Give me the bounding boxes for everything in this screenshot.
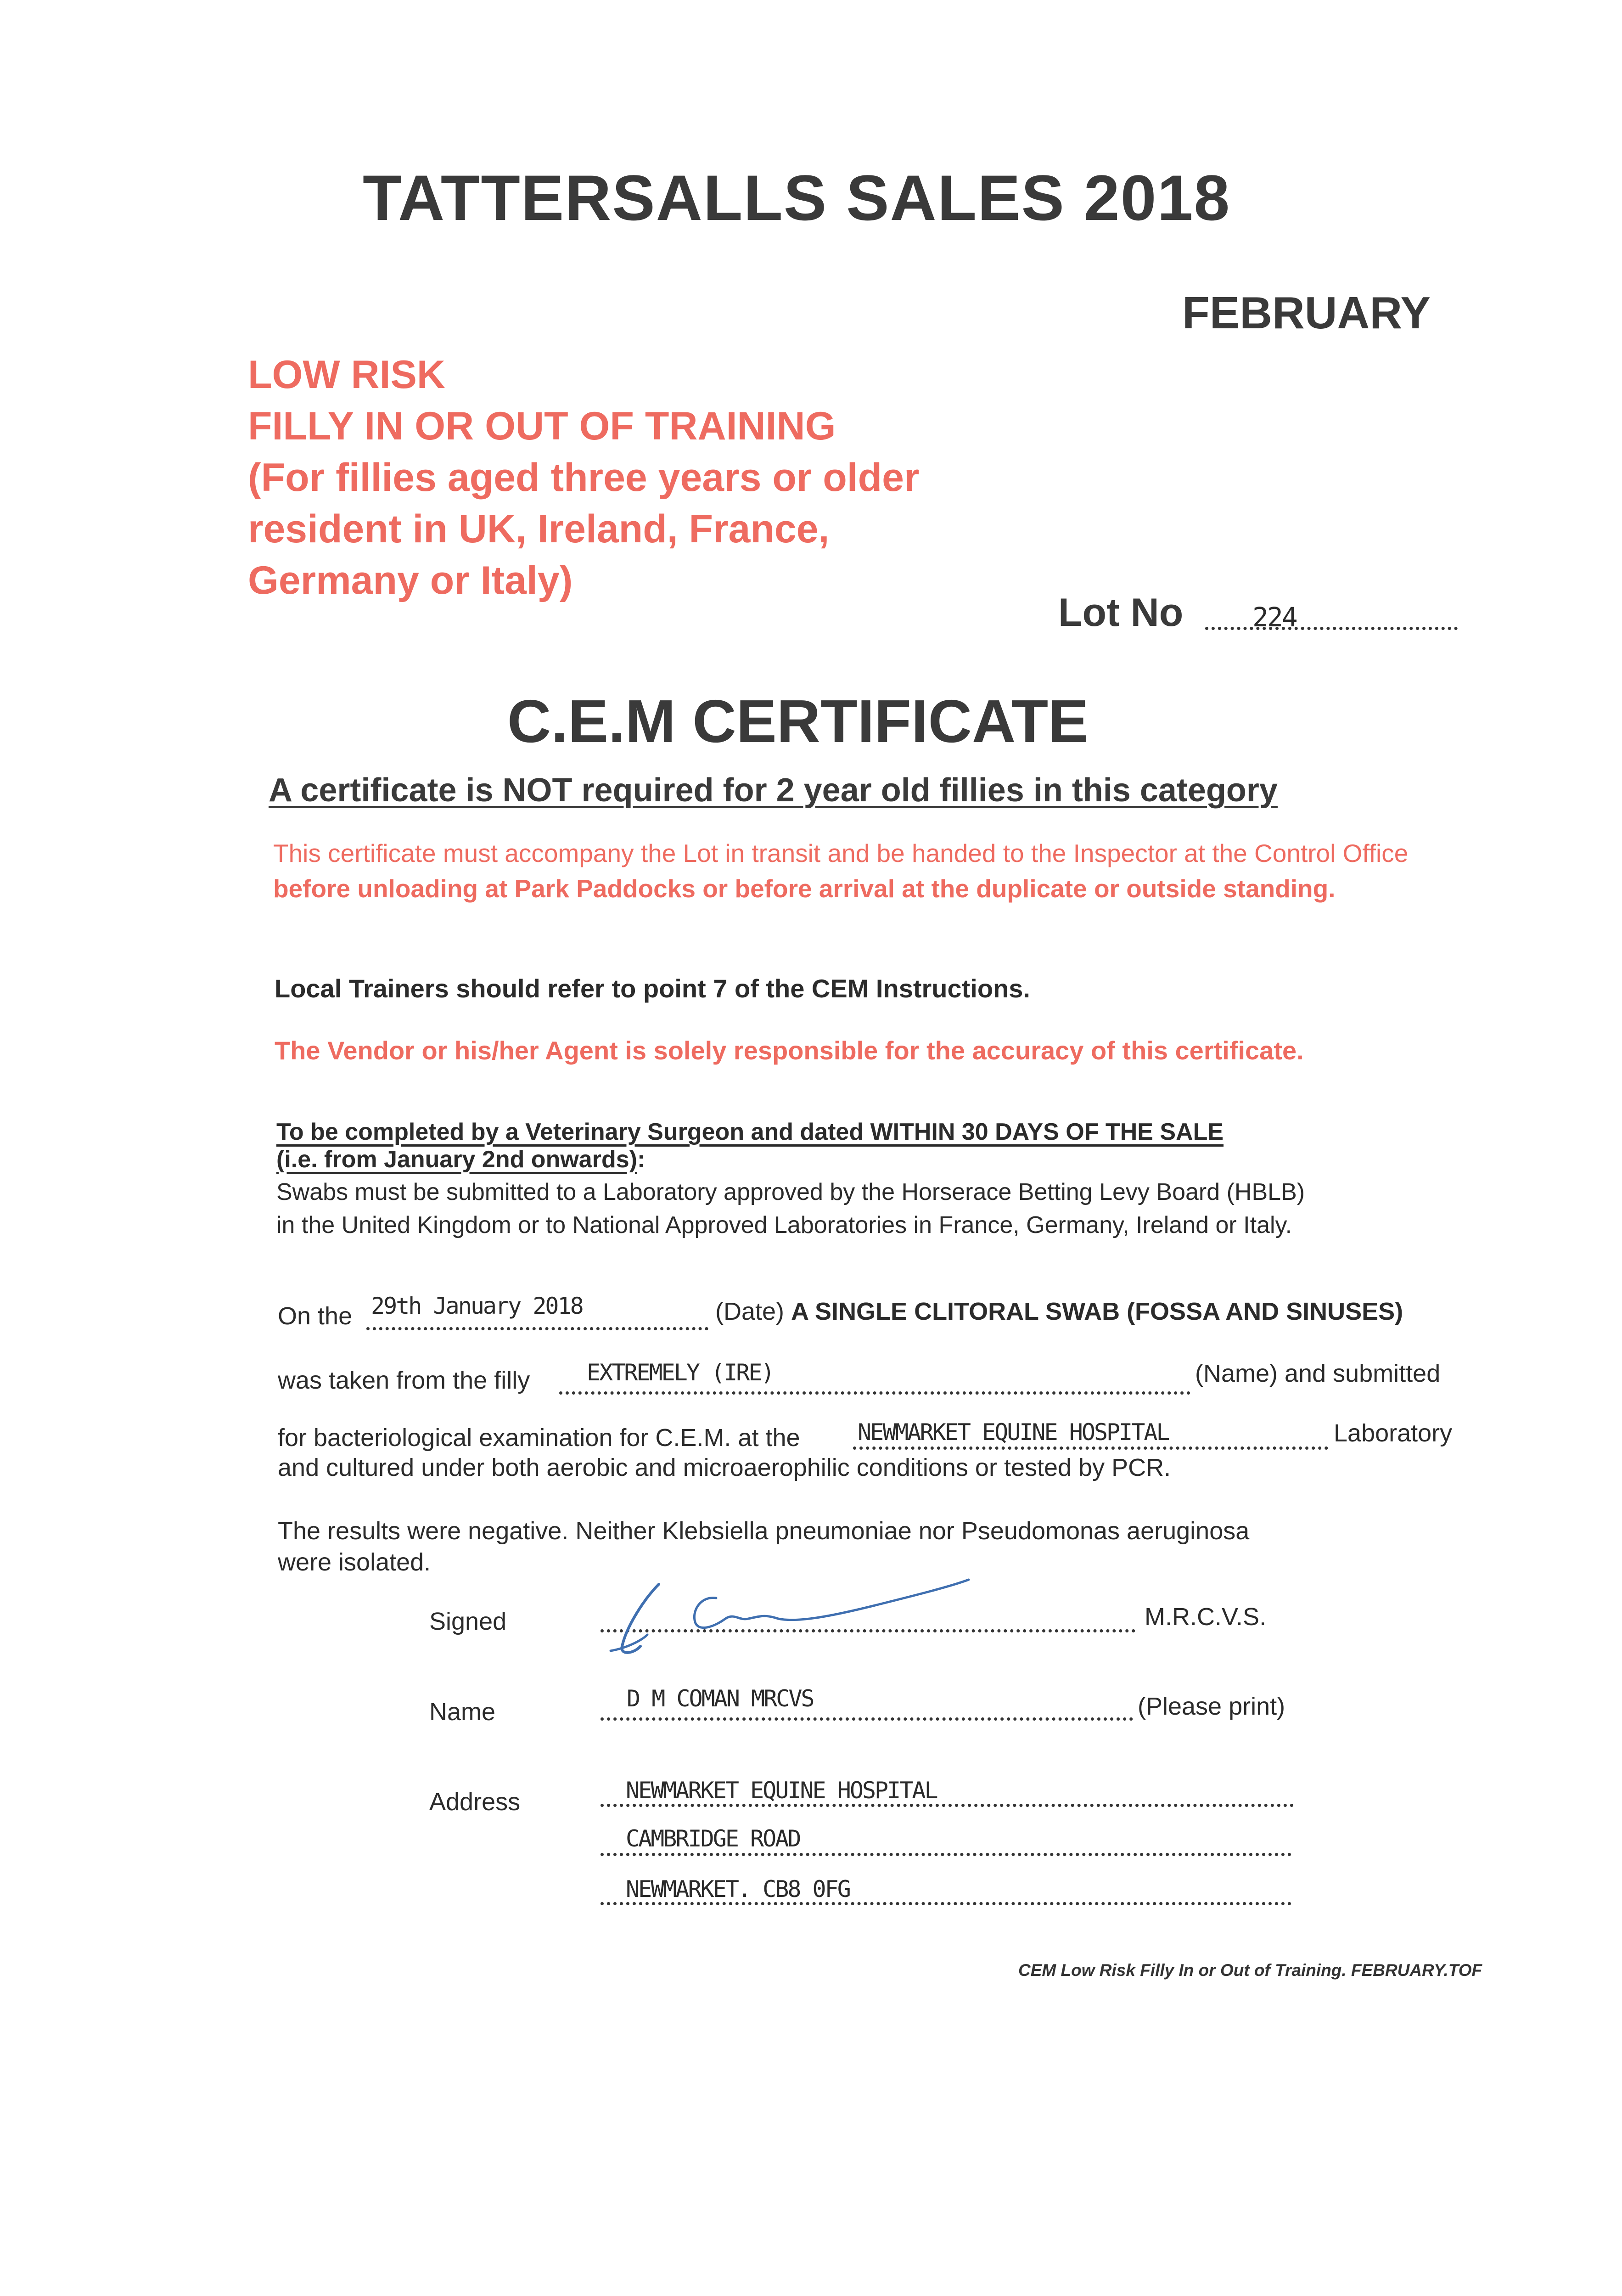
results-line: The results were negative. Neither Klebsiella pneumoniae nor Pseudomonas aeruginosa [278,1517,1250,1545]
address-dotted-line [601,1853,1291,1856]
examination-label: for bacteriological examination for C.E.M. at the [278,1424,800,1452]
completion-colon: : [637,1146,645,1173]
date-label: (Date) [715,1298,785,1325]
swab-date-value: 29th January 2018 [371,1293,583,1319]
transit-instruction [273,836,1421,906]
footer-reference: CEM Low Risk Filly In or Out of Training. FEBRUARY.TOF [1018,1961,1482,1980]
name-dotted-line [601,1717,1133,1721]
category-line: resident in UK, Ireland, France, [248,507,830,551]
address-line-3: NEWMARKET. CB8 0FG [626,1876,850,1902]
transit-instruction-text: This certificate must accompany the Lot in transit and be handed to the Inspector at the Control Office [273,839,1409,867]
lot-label: Lot No [1058,591,1184,635]
mrcvs-label: M.R.C.V.S. [1145,1603,1267,1631]
certificate-title: C.E.M CERTIFICATE [507,687,1089,755]
vendor-responsibility: The Vendor or his/her Agent is solely responsible for the accuracy of this certificate. [275,1036,1304,1065]
address-line-1: NEWMARKET EQUINE HOSPITAL [626,1777,937,1804]
swab-line: Swabs must be submitted to a Laboratory approved by the Horserace Betting Levy Board (HBLB) [276,1179,1305,1205]
taken-from-label: was taken from the filly [278,1367,530,1394]
lot-dotted-line [1205,627,1458,630]
completion-line: To be completed by a Veterinary Surgeon and dated WITHIN 30 DAYS OF THE SALE [276,1119,1224,1145]
not-required-notice: A certificate is NOT required for 2 year old fillies in this category [269,772,1278,809]
category-line: Germany or Italy) [248,558,573,602]
on-the-label: On the [278,1302,353,1330]
swab-type: A SINGLE CLITORAL SWAB (FOSSA AND SINUSES) [791,1298,1403,1325]
vet-name-value: D M COMAN MRCVS [627,1685,814,1712]
laboratory-label: Laboratory [1334,1419,1453,1447]
document-title: TATTERSALLS SALES 2018 [363,162,1231,234]
lab-dotted-line [853,1446,1328,1450]
address-label: Address [429,1788,521,1816]
please-print-label: (Please print) [1138,1693,1285,1720]
transit-instruction-bold: before unloading at Park Paddocks or before arrival at the duplicate or outside standing. [273,874,1336,903]
lot-number-value: 224 [1252,602,1296,633]
category-line: FILLY IN OR OUT OF TRAINING [248,404,836,448]
culture-method-text: and cultured under both aerobic and microaerophilic conditions or tested by PCR. [278,1454,1171,1481]
vet-signature [601,1570,982,1662]
completion-instruction [276,1118,1224,1173]
filly-dotted-line [559,1391,1190,1395]
results-statement [278,1515,1249,1578]
results-line: were isolated. [278,1548,431,1576]
category-line: (For fillies aged three years or older [248,456,920,500]
name-label: Name [429,1698,496,1726]
category-block [248,349,919,606]
address-line-2: CAMBRIDGE ROAD [626,1825,800,1852]
date-dotted-line [366,1327,708,1330]
single-swab-text [715,1297,1403,1326]
local-trainers-note: Local Trainers should refer to point 7 of the CEM Instructions. [275,974,1030,1003]
laboratory-value: NEWMARKET EQUINE HOSPITAL [858,1419,1169,1446]
filly-name-value: EXTREMELY (IRE) [587,1359,774,1386]
address-dotted-line [601,1902,1291,1905]
signed-label: Signed [429,1608,507,1635]
address-dotted-line [601,1804,1294,1807]
completion-date-note: (i.e. from January 2nd onwards) [276,1146,637,1173]
name-submitted-label: (Name) and submitted [1195,1360,1441,1387]
sale-month: FEBRUARY [1182,287,1431,338]
category-line: LOW RISK [248,353,445,397]
swab-line: in the United Kingdom or to National Approved Laboratories in France, Germany, Ireland or Italy. [276,1212,1292,1238]
swab-instruction [276,1176,1305,1242]
